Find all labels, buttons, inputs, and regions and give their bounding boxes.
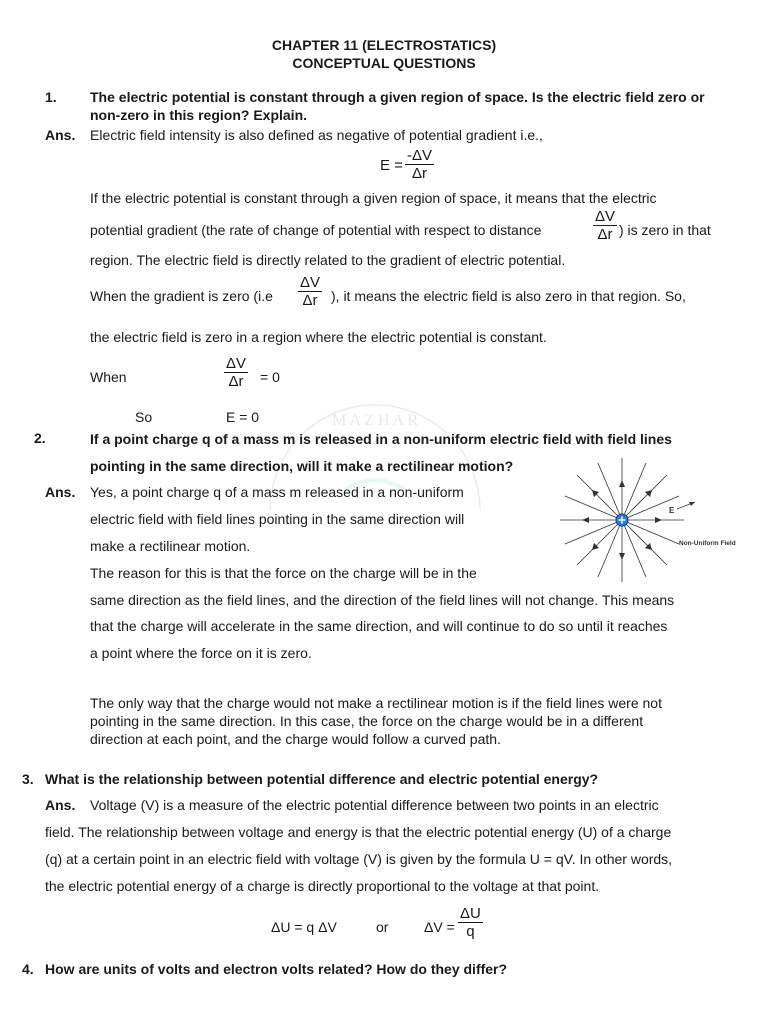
q1-when-rhs: = 0 bbox=[260, 369, 280, 385]
q2-line4: The reason for this is that the force on the charge will be in the bbox=[90, 565, 477, 581]
q2-p2-line2: pointing in the same direction. In this case, the force on the charge would be in a different bbox=[90, 713, 644, 729]
q3-equation1: ΔU = q ΔV bbox=[271, 919, 337, 935]
q2-p2-line1: The only way that the charge would not make a rectilinear motion is if the field lines were not bbox=[90, 695, 662, 711]
q3-question: What is the relationship between potential difference and electric potential energy? bbox=[45, 771, 599, 787]
q3-eq2-numerator: ΔU bbox=[460, 905, 481, 922]
q3-line3: (q) at a certain point in an electric field with voltage (V) is given by the formula U = qV. In other words, bbox=[45, 851, 673, 867]
q1-when-numerator: ΔV bbox=[226, 355, 247, 372]
q1-p2-after: ) is zero in that bbox=[619, 222, 711, 238]
q1-p4-before: When the gradient is zero (i.e bbox=[90, 288, 273, 304]
q1-number: 1. bbox=[45, 89, 57, 105]
q3-line2: field. The relationship between voltage and energy is that the electric potential energy (U) of a charge bbox=[45, 824, 672, 840]
q1-so-equation: E = 0 bbox=[226, 409, 260, 425]
q3-ans-label: Ans. bbox=[45, 797, 76, 813]
q2-line7: a point where the force on it is zero. bbox=[90, 645, 312, 661]
q1-line1: Electric field intensity is also defined as negative of potential gradient i.e., bbox=[90, 127, 543, 143]
q1-question-line1: The electric potential is constant through a given region of space. Is the electric field zero or bbox=[90, 89, 705, 105]
q1-p4-after: ), it means the electric field is also zero in that region. So, bbox=[331, 288, 686, 304]
q1-when-fraction bbox=[224, 355, 248, 390]
q1-when-denominator: Δr bbox=[228, 373, 244, 390]
q1-p2-numerator: ΔV bbox=[595, 208, 616, 225]
q4-number: 4. bbox=[22, 961, 34, 977]
chapter-title: CHAPTER 11 (ELECTROSTATICS) bbox=[271, 37, 497, 53]
q1-p1: If the electric potential is constant through a given region of space, it means that the electric bbox=[90, 190, 657, 206]
q1-so-label: So bbox=[135, 409, 153, 425]
q2-number: 2. bbox=[34, 430, 46, 446]
q1-ans-label: Ans. bbox=[45, 127, 76, 143]
q2-line6: that the charge will accelerate in the same direction, and will continue to do so until it reaches bbox=[90, 618, 668, 634]
q2-question-line1: If a point charge q of a mass m is released in a non-uniform electric field with field lines bbox=[90, 431, 672, 447]
q1-eq-fraction bbox=[405, 147, 434, 182]
q2-line2: electric field with field lines pointing in the same direction will bbox=[90, 511, 465, 527]
q3-or: or bbox=[376, 919, 389, 935]
q1-eq-denominator: Δr bbox=[412, 165, 428, 182]
q3-line4: the electric potential energy of a charge is directly proportional to the voltage at that point. bbox=[45, 878, 600, 894]
non-uniform-field-diagram bbox=[555, 455, 745, 585]
q2-ans-label: Ans. bbox=[45, 484, 76, 500]
q2-question-line2: pointing in the same direction, will it make a rectilinear motion? bbox=[90, 458, 514, 474]
q1-p4-denominator: Δr bbox=[302, 292, 318, 309]
q1-p4-fraction bbox=[298, 274, 322, 309]
q1-p2-fraction bbox=[593, 208, 617, 243]
q1-when-label: When bbox=[90, 369, 127, 385]
q3-equation2-fraction bbox=[458, 905, 483, 940]
section-subtitle: CONCEPTUAL QUESTIONS bbox=[292, 55, 476, 71]
q1-eq-numerator: -ΔV bbox=[407, 147, 433, 164]
q3-number: 3. bbox=[22, 771, 34, 787]
q4-question: How are units of volts and electron volts related? How do they differ? bbox=[45, 961, 508, 977]
watermark-text: M A Z H A R bbox=[332, 412, 418, 429]
q1-p4-numerator: ΔV bbox=[300, 274, 321, 291]
field-label: E bbox=[669, 506, 675, 515]
q3-line1: Voltage (V) is a measure of the electric potential difference between two points in an electric bbox=[90, 797, 659, 813]
figure-caption: Non-Uniform Field bbox=[679, 540, 736, 547]
q1-p2-before: potential gradient (the rate of change of potential with respect to distance bbox=[90, 222, 542, 238]
q2-line3: make a rectilinear motion. bbox=[90, 538, 251, 554]
q2-p2-line3: direction at each point, and the charge would follow a curved path. bbox=[90, 731, 501, 747]
q3-eq2-denominator: q bbox=[466, 923, 475, 940]
q1-p5: the electric field is zero in a region where the electric potential is constant. bbox=[90, 329, 547, 345]
q2-line1: Yes, a point charge q of a mass m released in a non-uniform bbox=[90, 484, 464, 500]
q1-p2-denominator: Δr bbox=[597, 226, 613, 243]
q1-eq-lhs: E = bbox=[380, 157, 403, 174]
q2-line5: same direction as the field lines, and the direction of the field lines will not change. This means bbox=[90, 592, 675, 608]
q1-p3: region. The electric field is directly related to the gradient of electric potential. bbox=[90, 252, 566, 268]
q3-equation2-lhs: ΔV = bbox=[424, 919, 455, 935]
q1-question-line2: non-zero in this region? Explain. bbox=[90, 107, 308, 123]
